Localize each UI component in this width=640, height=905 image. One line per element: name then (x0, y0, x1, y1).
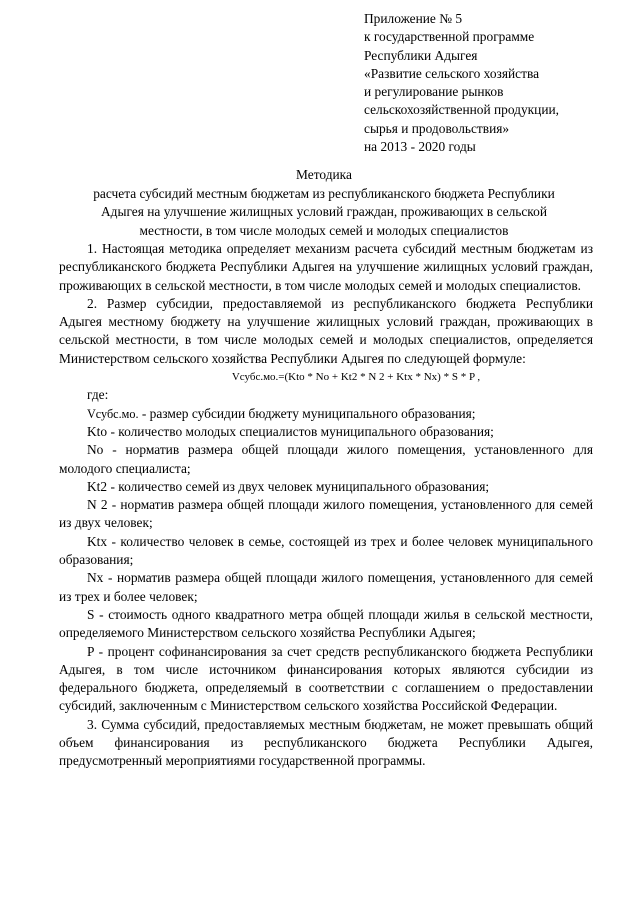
definition-symbol: Kt2 (87, 478, 108, 494)
definition-symbol: Ktx (87, 533, 108, 549)
paragraph-1: 1. Настоящая методика определяет механизм расчета субсидий местным бюджетам из республиканского бюджета Республики Адыгея на улучшение жилищных условий граждан, проживающих в сельской местности, в том числе молодых семей и молодых специалистов. (59, 241, 593, 293)
paragraph-2: 2. Размер субсидии, предоставляемой из республиканского бюджета Республики Адыгея местному бюджету на улучшение жилищных условий граждан, проживающих в сельской местности, в том числе молодых семей и молодых специалистов, определяется Министерством сельского хозяйства Республики Адыгея по следующей формуле: (59, 295, 593, 366)
definition-text: - норматив размера общей площади жилого помещения, установленного для молодого специалиста; (59, 442, 593, 476)
definition-text: - количество семей из двух человек муниципального образования; (107, 478, 490, 494)
definition-symbol: S (87, 606, 95, 622)
paragraph-3: 3. Сумма субсидий, предоставляемых местным бюджетам, не может превышать общий объем финансирования из республиканского бюджета Республики Адыгея, предусмотренный мероприятиями государственной программы. (59, 716, 593, 769)
definition-symbol: P (87, 643, 94, 659)
document-title (40, 166, 608, 240)
definition-text: - норматив размера общей площади жилого помещения, установленного для семей из трех и более человек; (59, 570, 593, 604)
definition-symbol: Vсубс.мо. (87, 406, 139, 421)
definition-text: - размер субсидии бюджету муниципального образования; (138, 405, 476, 421)
appendix-header (364, 10, 559, 156)
definition-symbol: No (87, 442, 104, 458)
definition-item (59, 533, 593, 570)
appendix-line: Республики Адыгея (364, 47, 478, 63)
document-body (59, 240, 593, 771)
title-line: расчета субсидий местным бюджетам из республиканского бюджета Республики (93, 185, 555, 201)
definition-item (59, 643, 593, 716)
definition-symbol: Kto (87, 423, 108, 439)
appendix-line: сырья и продовольствия» (364, 120, 510, 136)
definition-text: - количество молодых специалистов муниципального образования; (107, 423, 494, 439)
title-heading: Методика (296, 167, 352, 182)
definition-item (59, 606, 593, 643)
definition-item (59, 405, 593, 423)
definition-item (59, 441, 593, 478)
definition-item (59, 569, 593, 606)
definition-symbol: Nx (87, 570, 104, 586)
definition-item (59, 478, 593, 496)
formula: Vсубс.мо.=(Kto * No + Kt2 * N 2 + Ktx * Nx) * S * P , (231, 371, 481, 384)
definition-text: - норматив размера общей площади жилого помещения, установленного для семей из двух человек; (59, 497, 594, 531)
appendix-line: Приложение № 5 (364, 11, 463, 26)
definition-text: - количество человек в семье, состоящей из трех и более человек муниципального образования; (59, 533, 593, 568)
title-line: местности, в том числе молодых семей и молодых специалистов (139, 222, 509, 238)
definition-text: - процент софинансирования за счет средств республиканского бюджета Республики Адыгея, в том числе источником финансирования которых являются субсидии из федерального бюджета, определяемый в соответствии с соглашением о предоставлении субсидий, заключенным с Министерством сельского хозяйства Российской Федерации. (59, 643, 593, 714)
title-line: Адыгея на улучшение жилищных условий граждан, проживающих в сельской (101, 204, 547, 219)
definition-symbol: N 2 (87, 497, 108, 513)
appendix-line: и регулирование рынков (364, 84, 504, 100)
definition-item (59, 423, 593, 441)
appendix-line: на 2013 - 2020 годы (364, 139, 476, 155)
definition-item (59, 496, 593, 533)
appendix-line: сельскохозяйственной продукции, (364, 102, 560, 118)
appendix-line: «Развитие сельского хозяйства (364, 65, 540, 81)
where-label: где: (87, 387, 109, 403)
appendix-line: к государственной программе (364, 29, 535, 45)
definition-text: - стоимость одного квадратного метра общей площади жилья в сельской местности, определяемого Министерством сельского хозяйства Республики Адыгея; (59, 606, 593, 641)
